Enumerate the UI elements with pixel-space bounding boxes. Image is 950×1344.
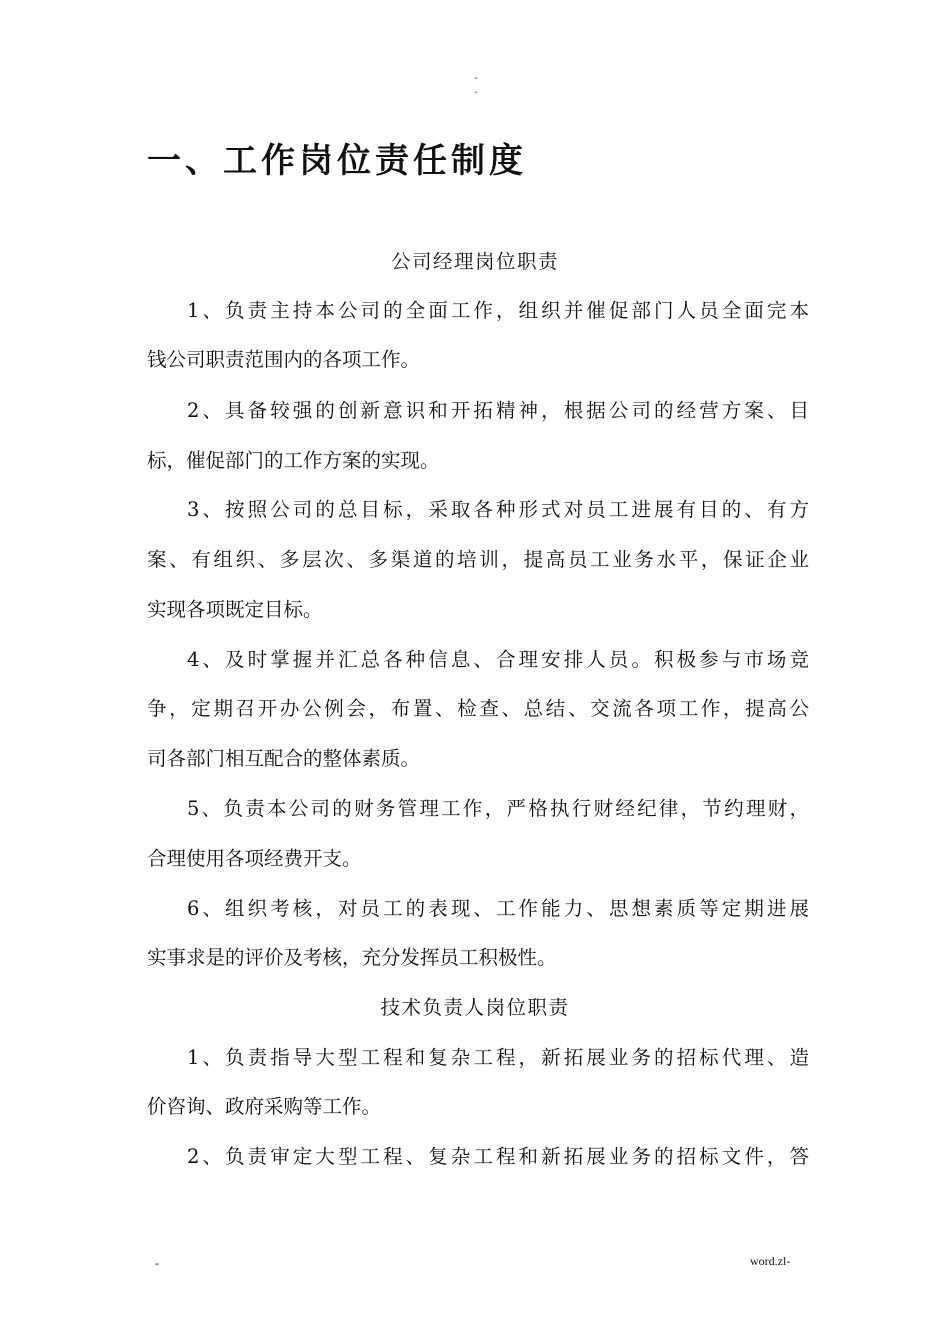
paragraph-line: 6、组织考核，对员工的表现、工作能力、思想素质等定期进展 (187, 897, 809, 920)
section-title-technical: 技术负责人岗位职责 (380, 996, 570, 1019)
paragraph-line: 司各部门相互配合的整体素质。 (147, 747, 421, 770)
paragraph-line: 1、负责主持本公司的全面工作，组织并催促部门人员全面完本 (187, 299, 809, 322)
paragraph-line: 4、及时掌握并汇总各种信息、合理安排人员。积极参与市场竞 (187, 648, 809, 671)
header-mark-bottom: - (474, 87, 478, 98)
paragraph-line: 价咨询、政府采购等工作。 (147, 1095, 382, 1118)
section-title-manager: 公司经理岗位职责 (390, 250, 559, 273)
page-title: 一、工作岗位责任制度 (147, 141, 527, 181)
paragraph-line: 3、按照公司的总目标，采取各种形式对员工进展有目的、有方 (187, 498, 809, 521)
header-mark-top: - (474, 73, 478, 84)
footer-source: word.zl- (750, 1254, 791, 1268)
paragraph-line: 标，催促部门的工作方案的实现。 (147, 449, 440, 472)
footer-left-mark: - (155, 1256, 159, 1270)
paragraph-line: 合理使用各项经费开支。 (147, 847, 362, 870)
paragraph-line: 实现各项既定目标。 (147, 598, 323, 621)
paragraph-line: 实事求是的评价及考核，充分发挥员工积极性。 (147, 946, 557, 969)
paragraph-line: 2、具备较强的创新意识和开拓精神，根据公司的经营方案、目 (187, 399, 809, 422)
paragraph-line: 钱公司职责范围内的各项工作。 (147, 348, 421, 371)
paragraph-line: 2、负责审定大型工程、复杂工程和新拓展业务的招标文件，答 (187, 1145, 809, 1168)
paragraph-line: 1、负责指导大型工程和复杂工程，新拓展业务的招标代理、造 (187, 1046, 809, 1069)
paragraph-line: 争，定期召开办公例会，布置、检查、总结、交流各项工作，提高公 (147, 697, 809, 720)
paragraph-line: 案、有组织、多层次、多渠道的培训，提高员工业务水平，保证企业 (147, 548, 809, 571)
paragraph-line: 5、负责本公司的财务管理工作，严格执行财经纪律，节约理财， (187, 797, 809, 820)
